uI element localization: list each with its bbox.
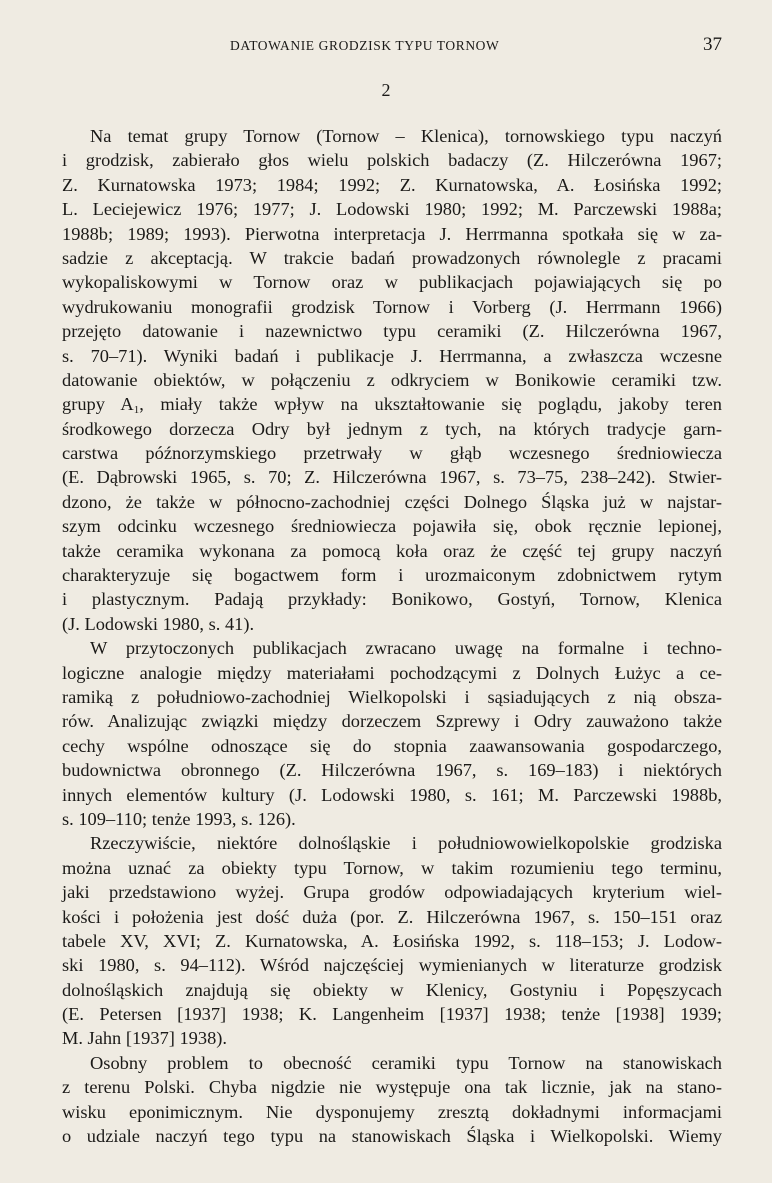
text-line xyxy=(62,978,722,1002)
text-line-content: charakteryzuje się bogactwem form i urozmaiconym zdobnictwem rytym xyxy=(62,565,722,586)
text-line-content: s. 70–71). Wyniki badań i publikacje J. Herrmanna, a zwłaszcza wczesne xyxy=(62,345,722,366)
text-line-content: dzono, że także w północno-zachodniej części Dolnego Śląska już w najstar- xyxy=(62,491,722,512)
section-number: 2 xyxy=(381,80,391,100)
text-line-content: kości i położenia jest dość duża (por. Z. Hilczerówna 1967, s. 150–151 oraz xyxy=(62,906,722,927)
text-line-content: środkowego dorzecza Odry był jednym z tych, na których tradycje garn- xyxy=(62,418,722,439)
text-line-content: M. Jahn [1937] 1938). xyxy=(62,1028,227,1049)
text-line-content: wisku eponimicznym. Nie dysponujemy zresztą dokładnymi informacjami xyxy=(62,1101,722,1122)
text-line-content: z terenu Polski. Chyba nigdzie nie występuje ona tak licznie, jak na stano- xyxy=(62,1077,722,1098)
text-line xyxy=(62,344,722,368)
text-line xyxy=(62,490,722,514)
text-line-content: L. Leciejewicz 1976; 1977; J. Lodowski 1980; 1992; M. Parczewski 1988a; xyxy=(62,199,722,220)
text-line xyxy=(62,1124,722,1148)
text-line-content: datowanie obiektów, w połączeniu z odkryciem w Bonikowie ceramiki tzw. xyxy=(62,369,722,390)
text-line xyxy=(62,929,722,953)
text-line-content: dolnośląskich znajdują się obiekty w Klenicy, Gostyniu i Popęszycach xyxy=(62,979,722,1000)
text-line-content: s. 109–110; tenże 1993, s. 126). xyxy=(62,808,296,829)
text-line xyxy=(62,148,722,172)
text-line-content: także ceramika wykonana za pomocą koła oraz że część tej grupy naczyń xyxy=(62,540,722,561)
text-line xyxy=(62,612,722,636)
text-line-content: (E. Petersen [1937] 1938; K. Langenheim [1937] 1938; tenże [1938] 1939; xyxy=(62,1004,722,1025)
text-line-content: przejęto datowanie i nazewnictwo typu ceramiki (Z. Hilczerówna 1967, xyxy=(62,321,722,342)
text-line-content: innych elementów kultury (J. Lodowski 1980, s. 161; M. Parczewski 1988b, xyxy=(62,784,722,805)
text-line xyxy=(62,880,722,904)
text-line-content: można uznać za obiekty typu Tornow, w takim rozumieniu tego terminu, xyxy=(62,857,722,878)
text-line-content: wydrukowaniu monografii grodzisk Tornow i Vorberg (J. Herrmann 1966) xyxy=(62,296,722,317)
text-line-content: cechy wspólne odnoszące się do stopnia zaawansowania gospodarczego, xyxy=(62,735,722,756)
text-line-content: (E. Dąbrowski 1965, s. 70; Z. Hilczerówna 1967, s. 73–75, 238–242). Stwier- xyxy=(62,467,722,488)
text-line xyxy=(62,831,722,855)
text-line xyxy=(62,734,722,758)
text-line-content: Rzeczywiście, niektóre dolnośląskie i południowowielkopolskie grodziska xyxy=(90,833,722,854)
text-line-content: budownictwa obronnego (Z. Hilczerówna 1967, s. 169–183) i niektórych xyxy=(62,760,722,781)
text-line-content: rów. Analizując związki między dorzeczem Szprewy i Odry zauważono także xyxy=(62,711,722,732)
text-line-content: carstwa późnorzymskiego przetrwały w głąb wczesnego średniowiecza xyxy=(62,443,722,464)
text-line xyxy=(62,758,722,782)
text-line-content: W przytoczonych publikacjach zwracano uwagę na formalne i techno- xyxy=(90,638,722,659)
text-line xyxy=(62,709,722,733)
text-line xyxy=(62,319,722,343)
running-title: DATOWANIE GRODZISK TYPU TORNOW xyxy=(230,38,500,53)
text-line-content: wykopaliskowymi w Tornow oraz w publikacjach pojawiających się po xyxy=(62,272,722,293)
text-line xyxy=(62,539,722,563)
text-line xyxy=(62,587,722,611)
text-line xyxy=(62,295,722,319)
text-line xyxy=(62,514,722,538)
text-line-content: logiczne analogie między materiałami pochodzącymi z Dolnych Łużyc a ce- xyxy=(62,662,722,683)
page-number: 37 xyxy=(703,34,722,55)
text-line xyxy=(62,124,722,148)
text-line xyxy=(62,246,722,270)
text-line-content: ramiką z południowo-zachodniej Wielkopolski i sąsiadujących z nią obsza- xyxy=(62,686,722,707)
text-line xyxy=(62,392,722,416)
text-line xyxy=(62,222,722,246)
text-line-content: sadzie z akceptacją. W trakcie badań prowadzonych równolegle z pracami xyxy=(62,247,722,268)
text-line-content: 1988b; 1989; 1993). Pierwotna interpretacja J. Herrmanna spotkała się w za- xyxy=(62,223,722,244)
text-line-content: grupy A xyxy=(62,394,134,415)
text-line xyxy=(62,270,722,294)
text-line xyxy=(62,1002,722,1026)
text-line xyxy=(62,636,722,660)
text-line xyxy=(62,783,722,807)
text-line-content: Osobny problem to obecność ceramiki typu Tornow na stanowiskach xyxy=(90,1052,722,1073)
body-text xyxy=(62,124,722,1148)
text-line-content: i plastycznym. Padają przykłady: Bonikowo, Gostyń, Tornow, Klenica xyxy=(62,589,722,610)
subscript: 1 xyxy=(133,404,140,417)
text-line xyxy=(62,417,722,441)
text-line xyxy=(62,905,722,929)
text-line xyxy=(62,441,722,465)
text-line xyxy=(62,661,722,685)
text-line-content: i grodzisk, zabierało głos wielu polskich badaczy (Z. Hilczerówna 1967; xyxy=(62,150,722,171)
text-line-content: jaki przedstawiono wyżej. Grupa grodów odpowiadających kryterium wiel- xyxy=(62,882,722,903)
text-line-content: tabele XV, XVI; Z. Kurnatowska, A. Łosińska 1992, s. 118–153; J. Lodow- xyxy=(62,930,722,951)
text-line xyxy=(62,197,722,221)
text-line-content: o udziale naczyń tego typu na stanowiskach Śląska i Wielkopolski. Wiemy xyxy=(62,1126,722,1147)
text-line-content: Na temat grupy Tornow (Tornow – Klenica), tornowskiego typu naczyń xyxy=(90,126,722,146)
text-line-content: szym odcinku wczesnego średniowiecza pojawiła się, obok ręcznie lepionej, xyxy=(62,516,722,537)
text-line xyxy=(62,953,722,977)
text-line xyxy=(62,1075,722,1099)
text-line xyxy=(62,465,722,489)
text-line xyxy=(62,173,722,197)
text-line xyxy=(62,685,722,709)
text-line xyxy=(62,1026,722,1050)
text-line-content: Z. Kurnatowska 1973; 1984; 1992; Z. Kurnatowska, A. Łosińska 1992; xyxy=(62,174,722,195)
text-line xyxy=(62,856,722,880)
text-line-continuation: , miały także wpływ na ukształtowanie się poglądu, jakoby teren xyxy=(139,394,722,415)
text-line xyxy=(62,368,722,392)
text-line xyxy=(62,1051,722,1075)
text-line xyxy=(62,563,722,587)
text-line-content: (J. Lodowski 1980, s. 41). xyxy=(62,613,255,634)
text-line-content: ski 1980, s. 94–112). Wśród najczęściej wymienianych w literaturze grodzisk xyxy=(62,955,722,976)
text-line xyxy=(62,807,722,831)
running-head xyxy=(62,34,722,56)
text-line xyxy=(62,1100,722,1124)
